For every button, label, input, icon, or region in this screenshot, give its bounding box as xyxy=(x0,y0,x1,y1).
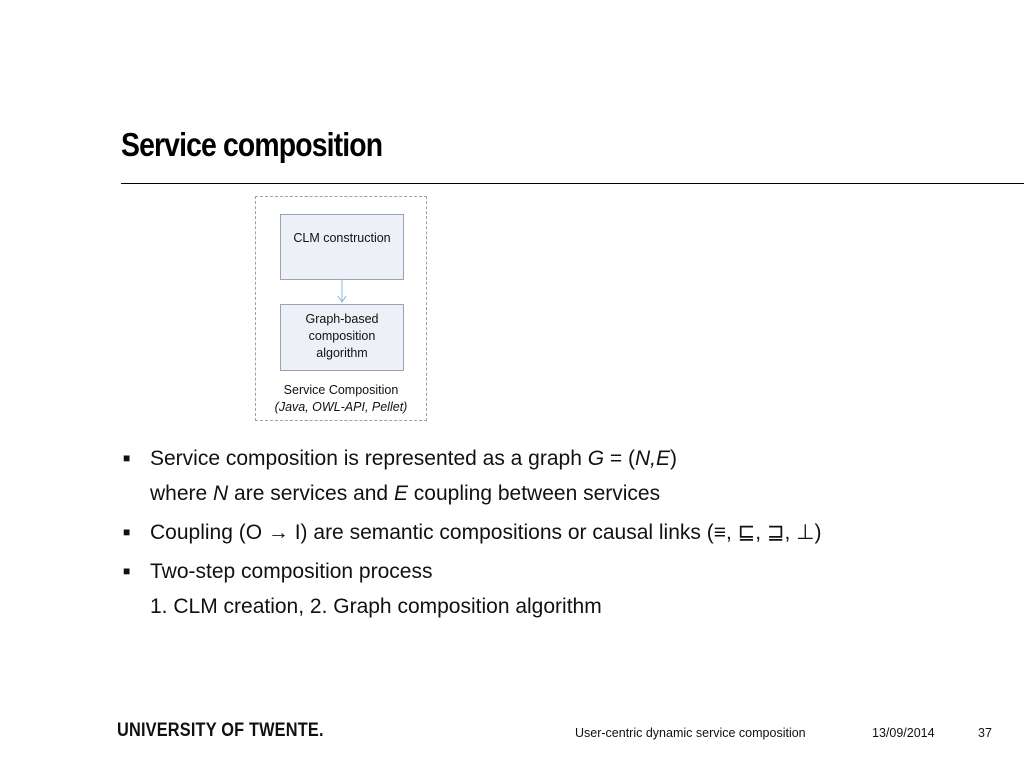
bullet-list xyxy=(122,441,1002,628)
footer-page-number: 37 xyxy=(978,726,992,740)
service-composition-diagram xyxy=(255,196,427,421)
bullet-two-step-process xyxy=(122,554,1002,624)
bullet-coupling xyxy=(122,515,1002,550)
graph-composition-box xyxy=(280,304,404,371)
connector-arrow xyxy=(332,279,352,305)
bullet-1-line-2: where N are services and E coupling between services xyxy=(150,482,661,505)
bullet-square-icon: ■ xyxy=(123,451,131,465)
diagram-caption xyxy=(256,382,426,416)
bullet-2-line-1: Coupling (O → I) are semantic compositions or causal links (≡, ⊑, ⊒, ⊥) xyxy=(150,521,822,544)
bullet-graph-representation xyxy=(122,441,1002,511)
bullet-square-icon: ■ xyxy=(123,564,131,578)
clm-construction-box xyxy=(280,214,404,280)
title-divider xyxy=(121,183,1024,184)
clm-construction-label: CLM construction xyxy=(293,231,391,245)
graph-composition-label-3: algorithm xyxy=(316,346,368,360)
footer-date: 13/09/2014 xyxy=(872,726,935,740)
bullet-3-line-1: Two-step composition process xyxy=(150,560,433,583)
diagram-caption-title: Service Composition xyxy=(283,383,399,397)
footer-presentation-title: User-centric dynamic service composition xyxy=(575,726,806,740)
slide-title: Service composition xyxy=(121,126,383,163)
bullet-1-line-1: Service composition is represented as a graph G = (N,E) xyxy=(150,447,678,470)
graph-composition-label-1: Graph-based xyxy=(305,312,379,326)
diagram-caption-tools: (Java, OWL-API, Pellet) xyxy=(274,400,408,414)
university-logo: UNIVERSITY OF TWENTE. xyxy=(117,720,324,741)
graph-composition-label-2: composition xyxy=(308,329,376,343)
bullet-3-line-2: 1. CLM creation, 2. Graph composition algorithm xyxy=(150,595,602,618)
bullet-square-icon: ■ xyxy=(123,525,131,539)
